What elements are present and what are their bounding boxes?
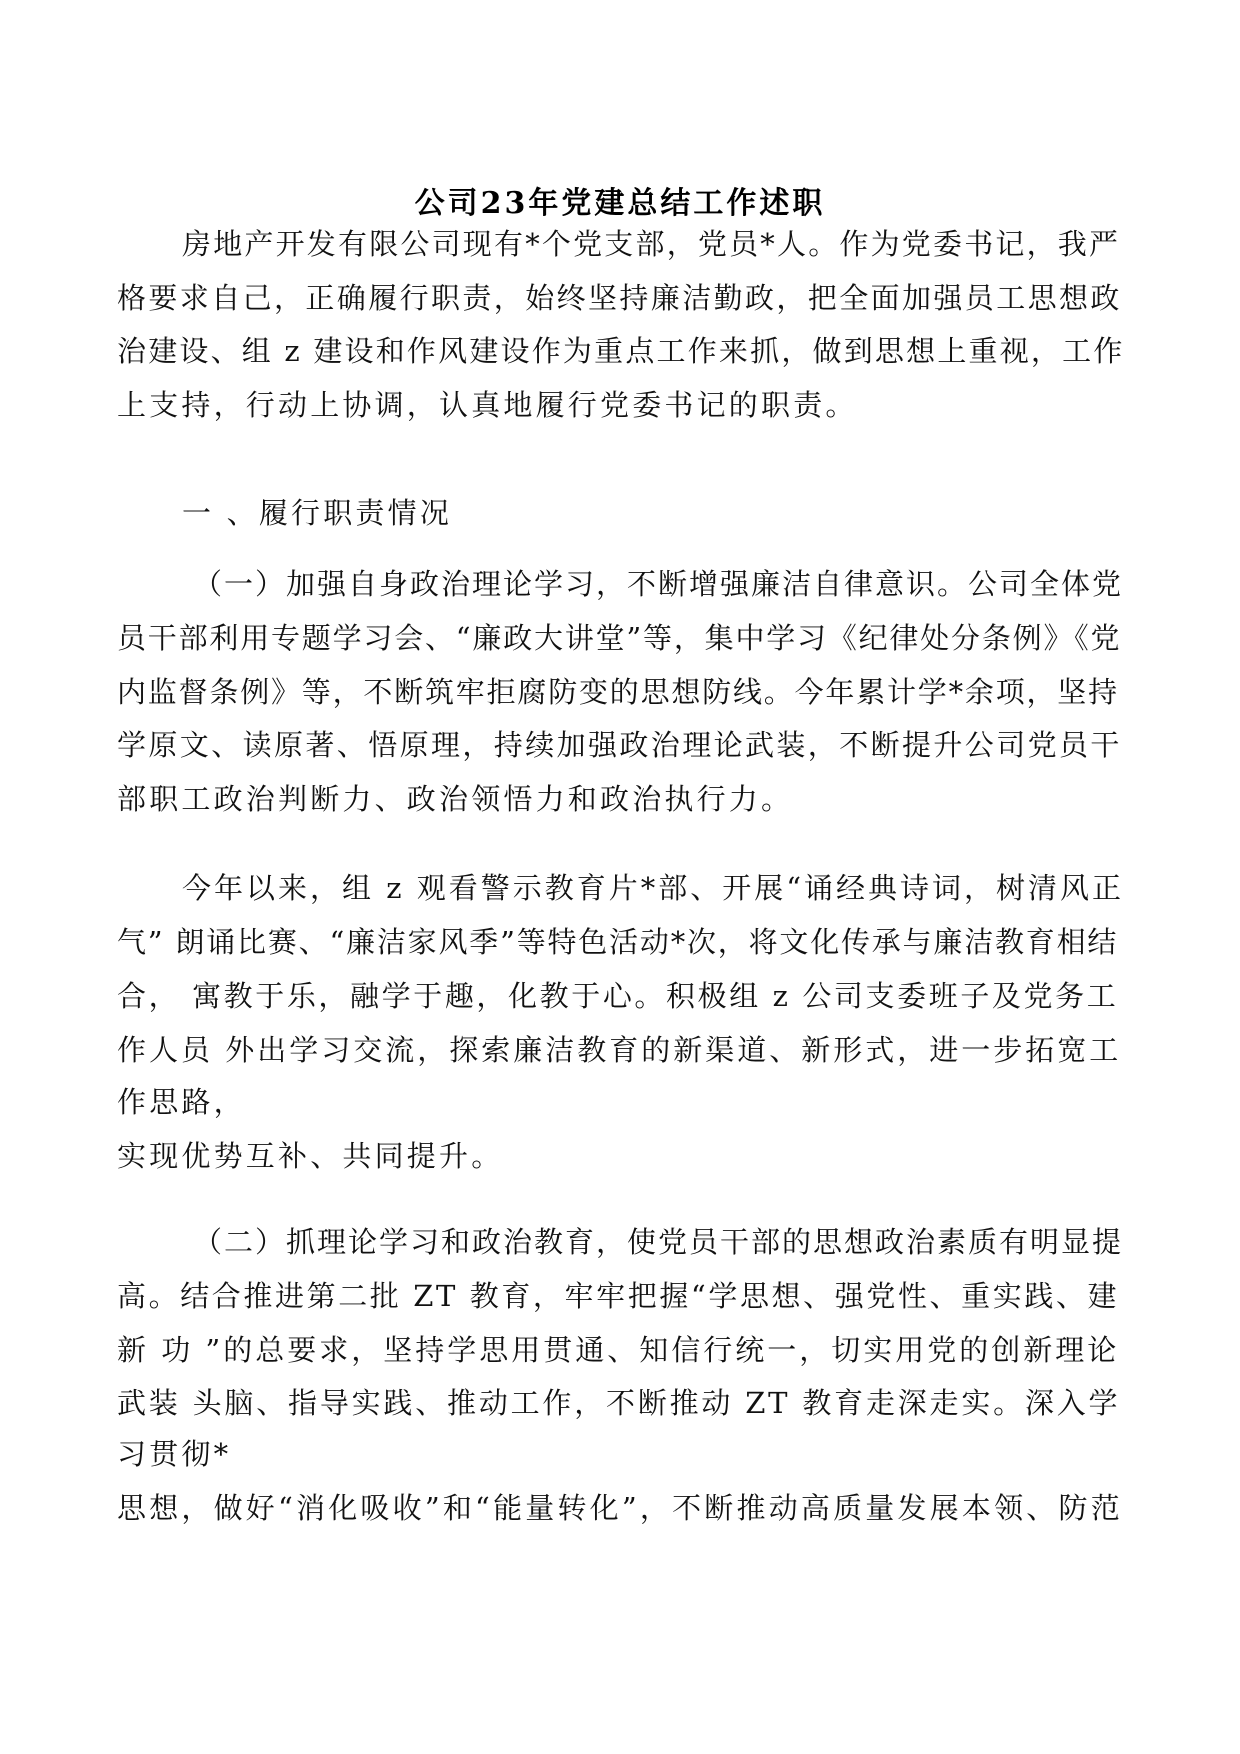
paragraph-line: 实现优势互补、共同提升。 (117, 1139, 504, 1173)
paragraph-line: 内监督条例》等，不断筑牢拒腐防变的思想防线。今年累计学*余项，坚持 (117, 675, 1119, 709)
paragraph-line: 作思路， (117, 1085, 246, 1119)
paragraph-line: 合， 寓教于乐，融学于趣，化教于心。积极组 z 公司支委班子及党务工 (117, 979, 1119, 1013)
section-heading: 一 、履行职责情况 (182, 496, 453, 530)
paragraph-line: 武装 头脑、指导实践、推动工作，不断推动 ZT 教育走深走实。深入学 (117, 1386, 1121, 1420)
paragraph-line: （一）加强自身政治理论学习，不断增强廉洁自律意识。公司全体党 (193, 567, 1124, 601)
paragraph-line: 气” 朗诵比赛、“廉洁家风季”等特色活动*次，将文化传承与廉洁教育相结 (117, 925, 1119, 959)
paragraph-line: 治建设、组 z 建设和作风建设作为重点工作来抓，做到思想上重视，工作 (117, 334, 1125, 368)
paragraph-line: 学原文、读原著、悟原理，持续加强政治理论武装，不断提升公司党员干 (117, 728, 1122, 762)
document-title: 公司23年党建总结工作述职 (414, 186, 826, 221)
paragraph-line: （二）抓理论学习和政治教育，使党员干部的思想政治素质有明显提 (193, 1225, 1124, 1259)
paragraph-line: 新 功 ”的总要求，坚持学思用贯通、知信行统一，切实用党的创新理论 (117, 1333, 1120, 1367)
paragraph-line: 部职工政治判断力、政治领悟力和政治执行力。 (117, 782, 794, 816)
paragraph-line: 员干部利用专题学习会、“廉政大讲堂”等，集中学习《纪律处分条例》《党 (117, 621, 1122, 655)
paragraph-line: 上支持，行动上协调，认真地履行党委书记的职责。 (117, 388, 858, 422)
paragraph-line: 房地产开发有限公司现有*个党支部，党员*人。作为党委书记，我严 (182, 227, 1121, 261)
paragraph-line: 思想，做好“消化吸收”和“能量转化”，不断推动高质量发展本领、防范 (117, 1491, 1123, 1525)
paragraph-line: 习贯彻* (117, 1437, 232, 1471)
paragraph-line: 高。结合推进第二批 ZT 教育，牢牢把握“学思想、强党性、重实践、建 (117, 1279, 1120, 1313)
paragraph-line: 作人员 外出学习交流，探索廉洁教育的新渠道、新形式，进一步拓宽工 (117, 1033, 1122, 1067)
paragraph-line: 格要求自己，正确履行职责，始终坚持廉洁勤政，把全面加强员工思想政 (117, 281, 1122, 315)
paragraph-line: 今年以来，组 z 观看警示教育片*部、开展“诵经典诗词，树清风正 (182, 871, 1125, 905)
